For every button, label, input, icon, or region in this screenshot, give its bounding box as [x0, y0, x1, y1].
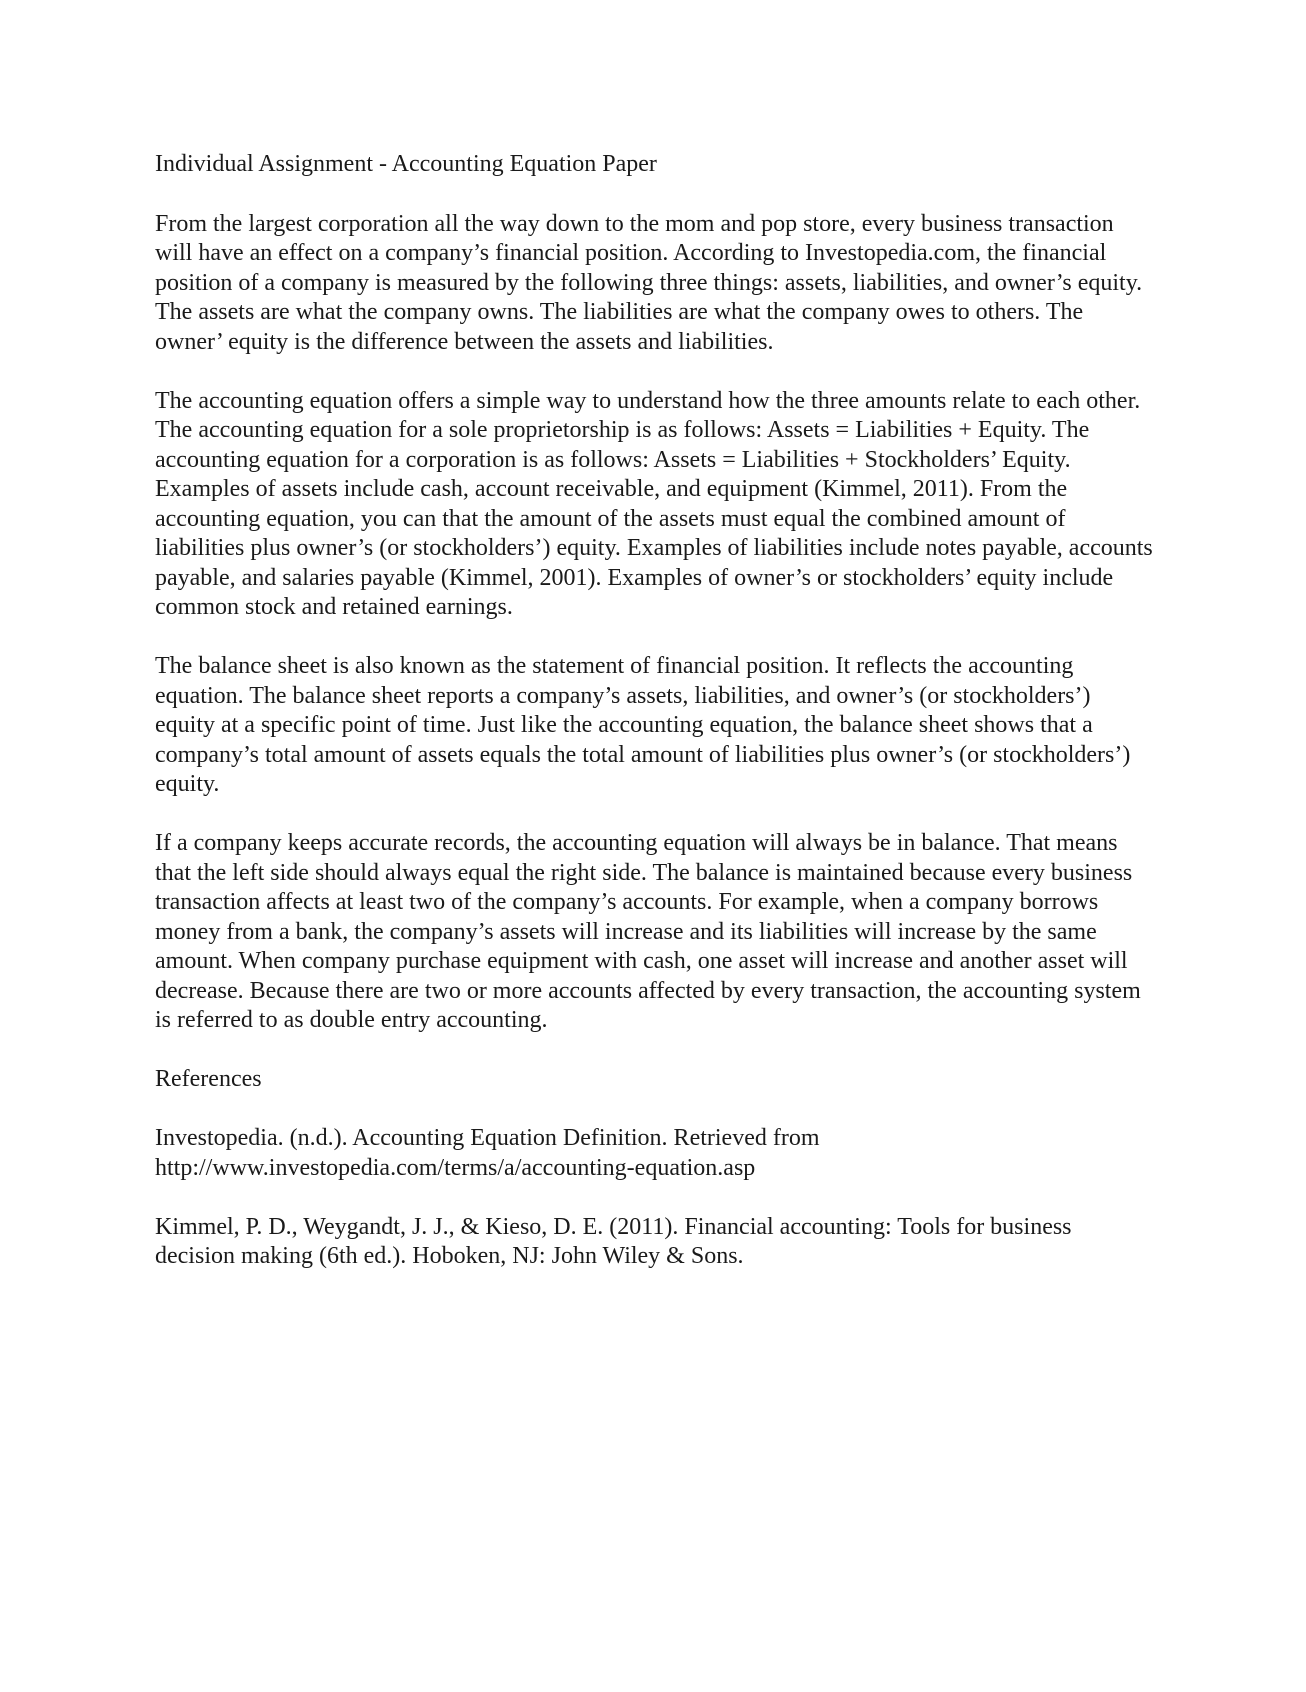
reference-item [155, 1213, 1155, 1272]
paragraph-balance-sheet: The balance sheet is also known as the statement of financial position. It reflects the accounting equation. The balance sheet reports a company’s assets, liabilities, and owner’s (or stockholders’) equity at a specific point of time. Just like the accounting equation, the balance sheet shows that a company’s total amount of assets equals the total amount of liabilities plus owner’s (or stockholders’) equity. [155, 653, 1131, 797]
reference-line: decision making (6th ed.). Hoboken, NJ: John Wiley & Sons. [155, 1243, 744, 1269]
reference-line: Investopedia. (n.d.). Accounting Equation Definition. Retrieved from [155, 1125, 820, 1151]
references-heading: References [155, 1066, 262, 1092]
reference-item [155, 1124, 1155, 1183]
reference-url: http://www.investopedia.com/terms/a/accounting-equation.asp [155, 1154, 756, 1181]
paragraph-intro: From the largest corporation all the way down to the mom and pop store, every business transaction will have an effect on a company’s financial position. According to Investopedia.com, the financial position of a company is measured by the following three things: assets, liabilities, and owner’s equity. The assets are what the company owns. The liabilities are what the company owes to others. The owner’ equity is the difference between the assets and liabilities. [155, 210, 1143, 355]
paragraph-accounting-equation: The accounting equation offers a simple way to understand how the three amounts relate to each other. The accounting equation for a sole proprietorship is as follows: Assets = Liabilities + Equity. The accounting equation for a corporation is as follows: Assets = Liabilities + Stockholders’ Equity. Examples of assets include cash, account receivable, and equipment (Kimmel, 2011). From the accounting equation, you can that the amount of the assets must equal the combined amount of liabilities plus owner’s (or stockholders’) equity. Examples of liabilities include notes payable, accounts payable, and salaries payable (Kimmel, 2001). Examples of owner’s or stockholders’ equity include common stock and retained earnings. [155, 387, 1153, 620]
document-page [155, 150, 1155, 1301]
reference-line: Kimmel, P. D., Weygandt, J. J., & Kieso, D. E. (2011). Financial accounting: Tools for business [155, 1213, 1072, 1240]
paragraph-double-entry: If a company keeps accurate records, the accounting equation will always be in balance. That means that the left side should always equal the right side. The balance is maintained because every business transaction affects at least two of the company’s accounts. For example, when a company borrows money from a bank, the company’s assets will increase and its liabilities will increase by the same amount. When company purchase equipment with cash, one asset will increase and another asset will decrease. Because there are two or more accounts affected by every transaction, the accounting system is referred to as double entry accounting. [155, 830, 1141, 1033]
document-title: Individual Assignment - Accounting Equation Paper [155, 151, 657, 177]
